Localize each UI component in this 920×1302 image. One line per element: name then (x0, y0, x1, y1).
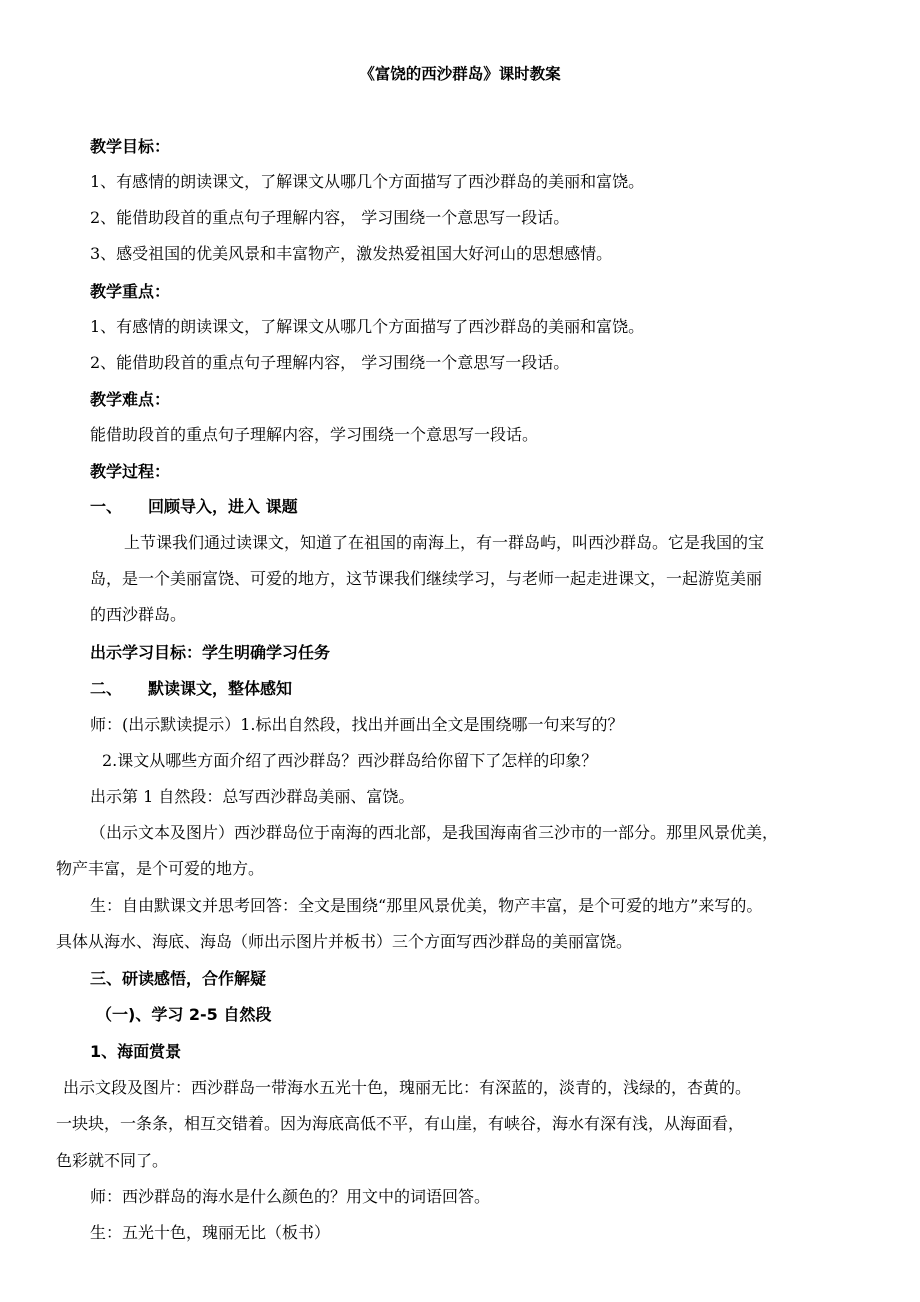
sea-text-line-3: 色彩就不同了。 (56, 1151, 169, 1170)
para1-text-line-2: 物产丰富，是个可爱的地方。 (56, 859, 265, 878)
step2-number: 二、 (90, 679, 123, 698)
step1-para-line-2: 岛，是一个美丽富饶、可爱的地方，这节课我们继续学习，与老师一起走进课文，一起游览美丽 (90, 569, 763, 588)
para1-text-line-1: （出示文本及图片）西沙群岛位于南海的西北部，是我国海南省三沙市的一部分。那里风景优美， (90, 823, 779, 842)
step2-title: 默读课文，整体感知 (148, 679, 293, 698)
student-answer-line-1: 生：自由默课文并思考回答：全文是围绕“那里风景优美，物产丰富，是个可爱的地方”来写的。 (90, 896, 763, 915)
goal-item-1: 1、有感情的朗读课文，了解课文从哪几个方面描写了西沙群岛的美丽和富饶。 (90, 172, 645, 191)
step2-heading (90, 679, 292, 699)
process-heading: 教学过程： (90, 462, 171, 481)
sub1-heading: （一)、学习 2-5 自然段 (96, 1005, 272, 1024)
goal-item-3: 3、感受祖国的优美风景和丰富物产，激发热爱祖国大好河山的思想感情。 (90, 244, 613, 263)
step1-number: 一、 (90, 497, 123, 516)
key-points-heading: 教学重点： (90, 282, 171, 301)
document-title: 《富饶的西沙群岛》课时教案 (359, 65, 561, 83)
step1-para-line-3: 的西沙群岛。 (90, 605, 187, 624)
teacher-prompt-1: 师：(出示默读提示）1.标出自然段，找出并画出全文是围绕哪一句来写的？ (90, 715, 624, 734)
sea-text-line-1: 出示文段及图片：西沙群岛一带海水五光十色，瑰丽无比：有深蓝的，淡青的，浅绿的，杏黄的。 (63, 1078, 752, 1097)
show-goal-line: 出示学习目标：学生明确学习任务 (90, 643, 331, 662)
teacher-prompt-2: 2.课文从哪些方面介绍了西沙群岛？西沙群岛给你留下了怎样的印象？ (102, 751, 598, 770)
key-point-item-2: 2、能借助段首的重点句子理解内容， 学习围绕一个意思写一段话。 (90, 353, 570, 372)
show-para1-line: 出示第 1 自然段：总写西沙群岛美丽、富饶。 (90, 787, 415, 806)
step3-heading: 三、研读感悟，合作解疑 (90, 969, 267, 988)
sub1-item-heading: 1、海面赏景 (90, 1042, 182, 1061)
difficulty-heading: 教学难点： (90, 390, 171, 409)
step1-heading (90, 497, 298, 517)
key-point-item-1: 1、有感情的朗读课文，了解课文从哪几个方面描写了西沙群岛的美丽和富饶。 (90, 317, 645, 336)
step1-para-line-1: 上节课我们通过读课文，知道了在祖国的南海上，有一群岛屿，叫西沙群岛。它是我国的宝 (124, 533, 765, 552)
student-answer-line-2: 具体从海水、海底、海岛（师出示图片并板书）三个方面写西沙群岛的美丽富饶。 (56, 932, 633, 951)
step1-title: 回顾导入，进入 课题 (148, 497, 298, 516)
sea-text-line-2: 一块块，一条条，相互交错着。因为海底高低不平，有山崖，有峡谷，海水有深有浅，从海面看， (56, 1114, 745, 1133)
student-answer-short: 生：五光十色，瑰丽无比（板书） (90, 1223, 331, 1242)
goals-heading: 教学目标： (90, 137, 171, 156)
difficulty-text: 能借助段首的重点句子理解内容，学习围绕一个意思写一段话。 (90, 425, 539, 444)
teacher-question: 师：西沙群岛的海水是什么颜色的？用文中的词语回答。 (90, 1187, 491, 1206)
goal-item-2: 2、能借助段首的重点句子理解内容， 学习围绕一个意思写一段话。 (90, 208, 570, 227)
